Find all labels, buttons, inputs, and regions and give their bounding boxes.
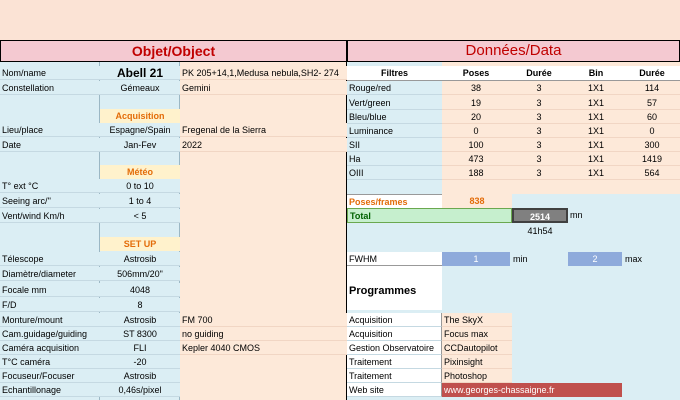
object-row-value: Astrosib	[100, 252, 180, 266]
object-row-label: Constellation	[0, 81, 100, 95]
filter-cell: 3	[510, 138, 568, 152]
section-setup: SET UP	[100, 237, 180, 251]
filter-cell: 0	[624, 124, 680, 138]
total-value: 2514	[512, 208, 568, 223]
programme-software: CCDautopilot	[442, 341, 512, 355]
object-row-label: Seeing arc/''	[0, 194, 100, 208]
object-row-value: 0,46s/pixel	[100, 383, 180, 397]
object-row-value: 4048	[100, 283, 180, 297]
object-row-value: 0 to 10	[100, 179, 180, 193]
programme-software: Focus max	[442, 327, 512, 341]
filters-header-0: Filtres	[347, 66, 442, 81]
object-row-label: Télescope	[0, 252, 100, 266]
filters-header-3: Bin	[568, 66, 624, 81]
object-row-label: T°C caméra	[0, 355, 100, 369]
object-row-value: Abell 21	[100, 66, 180, 80]
total-hours: 41h54	[527, 226, 553, 236]
programme-software: Pixinsight	[442, 355, 512, 369]
programme-category: Gestion Observatoire	[347, 341, 442, 355]
object-row-extra: no guiding	[180, 327, 347, 341]
object-row-value: Astrosib	[100, 369, 180, 383]
object-row-value: FLI	[100, 341, 180, 355]
filter-cell: 564	[624, 166, 680, 180]
filter-cell: 300	[624, 138, 680, 152]
total-label: Total	[347, 208, 512, 223]
header-data: Données/Data	[347, 40, 680, 62]
object-row-label: Focale mm	[0, 283, 100, 297]
object-row-label: T° ext °C	[0, 179, 100, 193]
filter-cell: 1X1	[568, 166, 624, 180]
filter-name: OIII	[347, 166, 442, 180]
filter-cell: 3	[510, 110, 568, 124]
filter-cell: 60	[624, 110, 680, 124]
object-row-value: Jan-Fev	[100, 138, 180, 152]
object-row-label: Lieu/place	[0, 123, 100, 137]
filter-cell: 1X1	[568, 96, 624, 110]
filter-cell: 1X1	[568, 81, 624, 95]
fwhm-min-label: min	[513, 254, 528, 264]
object-row-label: Nom/name	[0, 66, 100, 80]
filter-cell: 1X1	[568, 152, 624, 166]
filter-cell: 1X1	[568, 124, 624, 138]
object-row-label: Diamètre/diameter	[0, 267, 100, 281]
filter-cell: 20	[442, 110, 510, 124]
filter-cell: 188	[442, 166, 510, 180]
filter-cell: 1X1	[568, 110, 624, 124]
fwhm-max-label: max	[625, 254, 643, 264]
object-row-value: < 5	[100, 209, 180, 223]
object-row-label: Focuseur/Focuser	[0, 369, 100, 383]
fwhm-label: FWHM	[347, 252, 442, 266]
programme-category: Acquisition	[347, 327, 442, 341]
filter-cell: 3	[510, 124, 568, 138]
object-row-label: Date	[0, 138, 100, 152]
filter-cell: 19	[442, 96, 510, 110]
filter-cell: 3	[510, 152, 568, 166]
object-row-label: Monture/mount	[0, 313, 100, 327]
filters-header-2: Durée	[510, 66, 568, 81]
object-row-value: 8	[100, 298, 180, 312]
filter-cell: 0	[442, 124, 510, 138]
programme-category: Web site	[347, 383, 442, 397]
filter-name: Ha	[347, 152, 442, 166]
filter-cell: 473	[442, 152, 510, 166]
object-row-value: ST 8300	[100, 327, 180, 341]
object-row-extra: Fregenal de la Sierra	[180, 123, 347, 137]
filter-cell: 114	[624, 81, 680, 95]
object-row-label: F/D	[0, 298, 100, 312]
filters-header-4: Durée	[624, 66, 680, 81]
filter-name: Bleu/blue	[347, 110, 442, 124]
object-row-value: Astrosib	[100, 313, 180, 327]
poses-frames-label: Poses/frames	[347, 194, 442, 208]
filter-cell: 1419	[624, 152, 680, 166]
fwhm-min-value[interactable]: 1	[442, 252, 510, 266]
object-row-value: Espagne/Spain	[100, 123, 180, 137]
object-row-extra: FM 700	[180, 313, 347, 327]
object-row-label: Echantillonage	[0, 383, 100, 397]
filter-cell: 3	[510, 96, 568, 110]
poses-frames-value: 838	[442, 194, 512, 208]
filter-cell: 38	[442, 81, 510, 95]
programme-category: Traitement	[347, 369, 442, 383]
object-row-extra: Kepler 4040 CMOS	[180, 341, 347, 355]
object-row-value: -20	[100, 355, 180, 369]
filter-cell: 57	[624, 96, 680, 110]
filters-header-1: Poses	[442, 66, 510, 81]
programmes-title: Programmes	[349, 285, 417, 297]
filter-cell: 1X1	[568, 138, 624, 152]
filter-name: SII	[347, 138, 442, 152]
filter-cell: 100	[442, 138, 510, 152]
filter-cell: 3	[510, 166, 568, 180]
filter-name: Rouge/red	[347, 81, 442, 95]
programme-software: The SkyX	[442, 313, 512, 327]
object-row-value: Gémeaux	[100, 81, 180, 95]
object-row-extra: PK 205+14,1,Medusa nebula,SH2- 274	[180, 66, 347, 80]
object-row-label: Vent/wind Km/h	[0, 209, 100, 223]
section-meteo: Météo	[100, 165, 180, 179]
object-row-extra: Gemini	[180, 81, 347, 95]
object-row-label: Cam.guidage/guiding	[0, 327, 100, 341]
website-link[interactable]: www.georges-chassaigne.fr	[442, 383, 622, 397]
programme-software: Photoshop	[442, 369, 512, 383]
header-object: Objet/Object	[0, 40, 347, 62]
programme-category: Traitement	[347, 355, 442, 369]
filter-cell: 3	[510, 81, 568, 95]
object-row-extra: 2022	[180, 138, 347, 152]
filter-name: Luminance	[347, 124, 442, 138]
object-row-label: Caméra acquisition	[0, 341, 100, 355]
total-unit: mn	[570, 210, 583, 220]
object-row-value: 1 to 4	[100, 194, 180, 208]
top-band	[0, 0, 680, 40]
section-acquisition: Acquisition	[100, 109, 180, 123]
programme-category: Acquisition	[347, 313, 442, 327]
fwhm-max-value[interactable]: 2	[568, 252, 622, 266]
object-row-value: 506mm/20"	[100, 267, 180, 281]
filter-name: Vert/green	[347, 96, 442, 110]
